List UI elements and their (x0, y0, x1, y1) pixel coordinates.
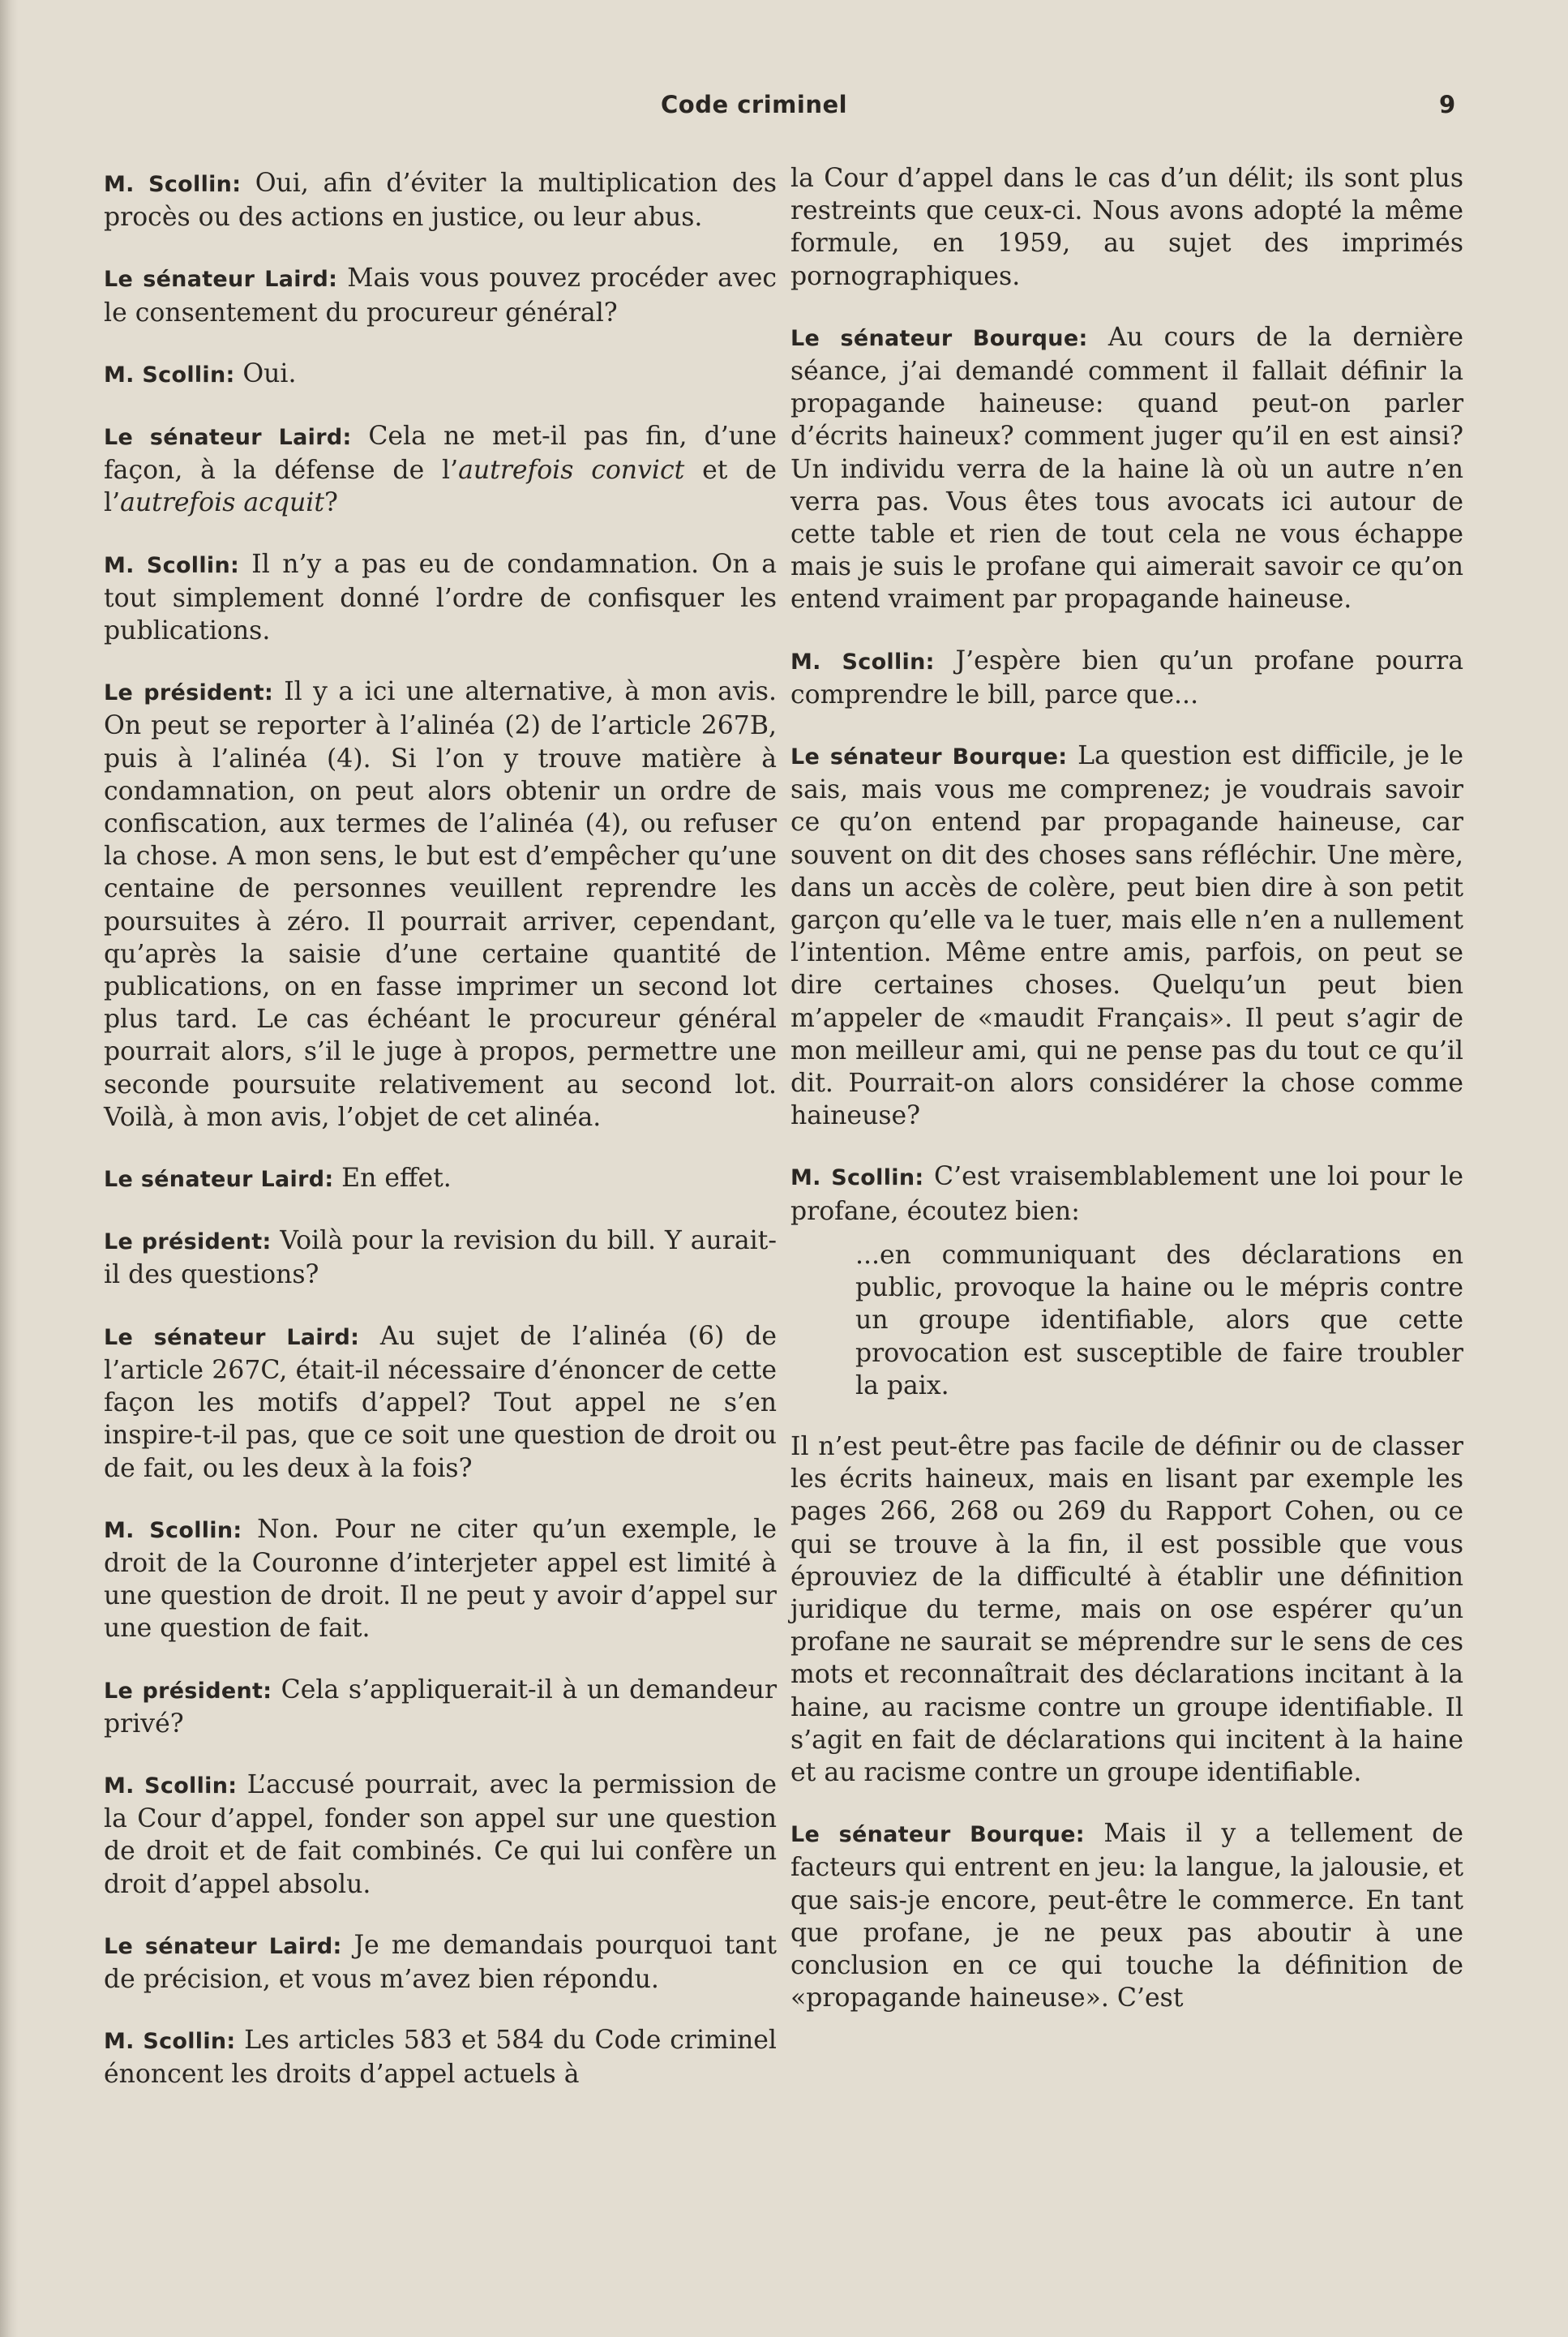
page-number: 9 (1439, 91, 1456, 118)
speaker-name: Le sénateur Laird: (104, 425, 352, 451)
speech-text: et de l’ (104, 456, 777, 518)
speaker-name: Le président: (104, 1229, 272, 1255)
exchange-paragraph (790, 321, 1463, 616)
exchange-paragraph (790, 645, 1463, 711)
body-paragraph: Il n’est peut-être pas facile de définir ou de classer les écrits haineux, mais en lisant par exemple les pages 266, 268 ou 269 du Rapport Cohen, ou ce qui se trouve à la fin, il est possible que vous éprouviez de la difficulté à établir une définition juridique du terme, mais on ose espérer qu’un profane ne saurait se méprendre sur le sens de ces mots et reconnaîtrait des déclarations incitant à la haine, au racisme contre un groupe identifiable. Il s’agit en fait de déclarations qui incitent à la haine et au racisme contre un groupe identifiable. (790, 1431, 1463, 1787)
speaker-name: Le sénateur Bourque: (790, 744, 1068, 770)
speech-text: Au cours de la dernière séance, j’ai demandé comment il fallait définir la propagande haineuse: quand peut-on parler d’écrits haineux? comment juger qu’il en est ainsi? Un individu verra de la haine là où un autre n’en verra pas. Vous êtes tous avocats ici autour de cette table et rien de tout cela ne vous échappe mais je suis le profane qui aimerait savoir ce qu’on entend vraiment par propagande haineuse. (790, 322, 1463, 615)
speech-text: C’est vraisemblablement une loi pour le profane, écoutez bien: (790, 1162, 1464, 1226)
statute-quotation: ...en communiquant des déclarations en public, provoque la haine ou le mépris contre un groupe identifiable, alors que cette provocation est susceptible de faire troubler la paix. (855, 1240, 1463, 1400)
latin-term: autrefois convict (458, 456, 685, 486)
exchange-paragraph (104, 548, 777, 648)
exchange-paragraph (104, 675, 777, 1134)
speech-text: L’accusé pourrait, avec la permission de la Cour d’appel, fonder son appel sur une question de droit et de fait combinés. Ce qui lui confère un droit d’appel absolu. (104, 1769, 777, 1899)
exchange-paragraph (104, 420, 777, 520)
speaker-name: Le sénateur Laird: (104, 1167, 334, 1193)
speaker-name: M. Scollin: (104, 1773, 238, 1799)
exchange-paragraph (104, 2024, 777, 2090)
speaker-name: M. Scollin: (104, 362, 235, 388)
running-header (0, 91, 1568, 123)
speech-text: Il n’y a pas eu de condamnation. On a tout simplement donné l’ordre de confisquer les publications. (104, 549, 777, 646)
latin-term: autrefois acquit (120, 488, 325, 518)
exchange-paragraph (790, 1817, 1463, 2014)
speech-text: Au sujet de l’alinéa (6) de l’article 267C, était-il nécessaire d’énoncer de cette façon les motifs d’appel? Tout appel ne s’en inspire-t-il pas, que ce soit une question de droit ou de fait, ou les deux à la fois? (104, 1321, 778, 1483)
speech-text: Mais il y a tellement de facteurs qui entrent en jeu: la langue, la jalousie, et que sais-je encore, peut-être le commerce. En tant que profane, je ne peux pas aboutir à une conclusion en ce qui touche la définition de «propagande haineuse». C’est (790, 1819, 1463, 2013)
exchange-paragraph (790, 740, 1463, 1132)
exchange-paragraph (104, 1162, 777, 1196)
speech-text: Oui. (242, 358, 297, 388)
exchange-paragraph (104, 1674, 777, 1740)
speaker-name: Le sénateur Laird: (104, 267, 338, 293)
exchange-paragraph (104, 1320, 777, 1485)
speech-text: Voilà pour la revision du bill. Y aurait-il des questions? (104, 1226, 777, 1290)
exchange-paragraph (104, 1769, 777, 1901)
left-column (104, 167, 777, 2120)
speech-text: ? (324, 488, 338, 518)
speech-text: Il y a ici une alternative, à mon avis. On peut se reporter à l’alinéa (2) de l’article 267B, puis à l’alinéa (4). Si l’on y trouve matière à condamnation, on peut alors obtenir un ordre de confiscation, aux termes de l’alinéa (4), ou refuser la chose. A mon sens, le but est d’empêcher qu’une centaine de personnes veuillent reprendre les poursuites à zéro. Il pourrait arriver, cependant, qu’après la saisie d’une certaine quantité de publications, on en fasse imprimer un second lot plus tard. Le cas échéant le procureur général pourrait alors, s’il le juge à propos, permettre une seconde poursuite relativement au second lot. Voilà, à mon avis, l’objet de cet alinéa. (104, 677, 777, 1132)
speaker-name: Le sénateur Laird: (104, 1933, 342, 1959)
speech-text: Les articles 583 et 584 du Code criminel énoncent les droits d’appel actuels à (104, 2026, 777, 2090)
speech-text: La question est difficile, je le sais, mais vous me comprenez; je voudrais savoir ce qu’on entend par propagande haineuse, car souvent on dit des choses sans réfléchir. Une mère, dans un accès de colère, peut bien dire à son petit garçon qu’elle va le tuer, mais elle n’en a nullement l’intention. Même entre amis, parfois, on peut se dire certaines choses. Quelqu’un peut bien m’appeler de «maudit Français». Il peut s’agir de mon meilleur ami, qui ne pense pas du tout ce qu’il dit. Pourrait-on alors considérer la chose comme haineuse? (790, 741, 1464, 1131)
speech-text: Cela ne met-il pas fin, d’une façon, à la défense de l’ (104, 422, 777, 486)
page-binding-edge (0, 0, 18, 2337)
continuation-paragraph: la Cour d’appel dans le cas d’un délit; ils sont plus restreints que ceux-ci. Nous avons adopté la même formule, en 1959, au sujet des imprimés pornographiques. (790, 164, 1463, 291)
speech-text: Mais vous pouvez procéder avec le consentement du procureur général? (104, 264, 777, 328)
speaker-name: Le sénateur Laird: (104, 1324, 360, 1350)
speaker-name: M. Scollin: (104, 172, 242, 197)
exchange-paragraph (104, 358, 777, 392)
speech-text: Cela s’appliquerait-il à un demandeur privé? (104, 1674, 777, 1739)
speaker-name: Le président: (104, 1678, 272, 1704)
speech-text: Oui, afin d’éviter la multiplication des procès ou des actions en justice, ou leur abus. (104, 169, 778, 233)
speaker-name: M. Scollin: (104, 1517, 242, 1543)
exchange-paragraph (790, 1160, 1463, 1227)
speaker-name: M. Scollin: (104, 552, 240, 578)
speaker-name: Le sénateur Bourque: (790, 1822, 1085, 1848)
right-column (790, 162, 1463, 2043)
exchange-paragraph (104, 1224, 777, 1291)
speech-text: J’espère bien qu’un profane pourra comprendre le bill, parce que... (790, 645, 1464, 710)
speech-text: En effet. (341, 1164, 452, 1194)
speaker-name: Le sénateur Bourque: (790, 325, 1088, 351)
exchange-paragraph (104, 1929, 777, 1996)
speaker-name: M. Scollin: (790, 649, 935, 675)
speech-text: Je me demandais pourquoi tant de précision, et vous m’avez bien répondu. (104, 1930, 777, 1994)
speaker-name: M. Scollin: (790, 1165, 924, 1191)
speech-text: Non. Pour ne citer qu’un exemple, le droit de la Couronne d’interjeter appel est limité à une question de droit. Il ne peut y avoir d’appel sur une question de fait. (104, 1514, 778, 1644)
exchange-paragraph (104, 167, 777, 234)
speaker-name: Le président: (104, 680, 274, 706)
exchange-paragraph (104, 262, 777, 328)
running-title: Code criminel (661, 91, 848, 118)
exchange-paragraph (104, 1513, 777, 1645)
speaker-name: M. Scollin: (104, 2029, 236, 2055)
